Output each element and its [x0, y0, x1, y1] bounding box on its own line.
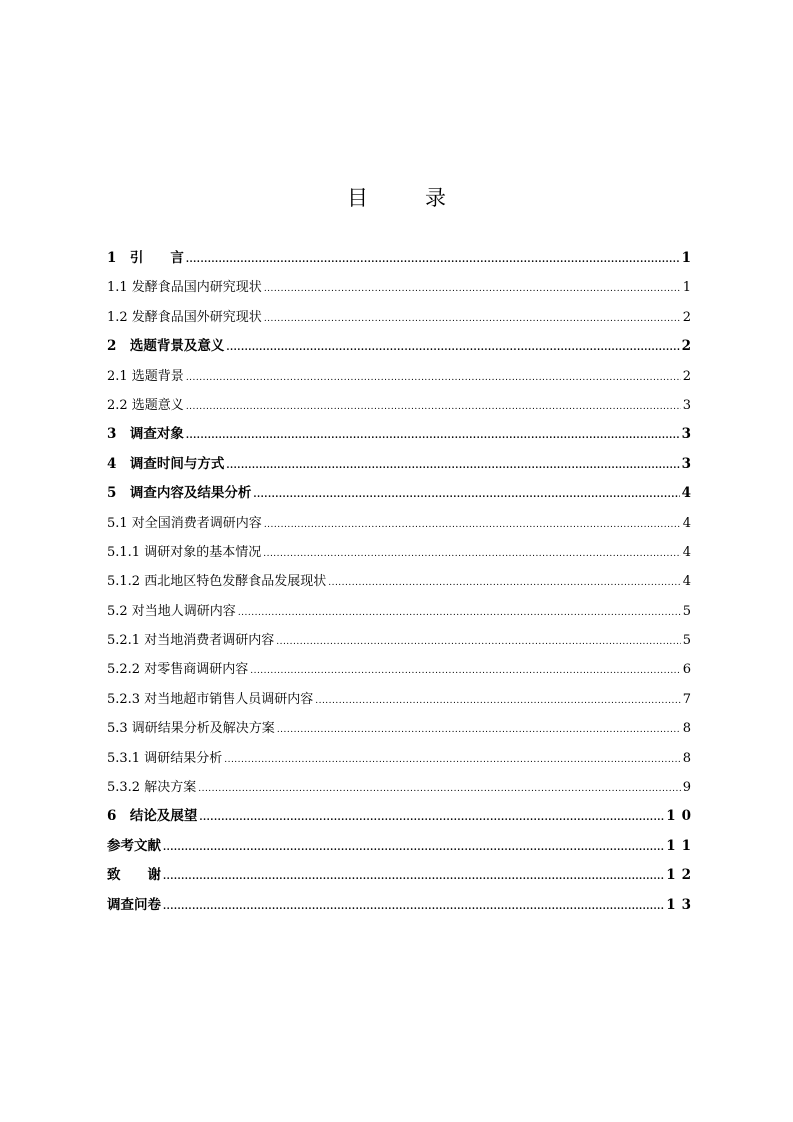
- toc-entry[interactable]: [107, 391, 697, 420]
- toc-entry-label: 致 谢: [107, 867, 161, 884]
- dot-leader: [277, 716, 681, 745]
- toc-page-number: 3: [682, 397, 697, 413]
- toc-page-number: 3: [681, 455, 697, 472]
- toc-page-number: 4: [682, 515, 697, 531]
- toc-entry[interactable]: [107, 597, 697, 626]
- toc-page-number: 4: [682, 544, 697, 560]
- toc-page-number: 7: [682, 691, 697, 707]
- dot-leader: [226, 334, 679, 363]
- toc-entry-label: 5.2.3 对当地超市销售人员调研内容: [107, 691, 314, 707]
- dot-leader: [186, 246, 680, 275]
- page-title: 目 录: [347, 186, 464, 210]
- toc-page-number: 1: [682, 280, 697, 296]
- dot-leader: [199, 804, 664, 833]
- toc-entry-label: 5 调查内容及结果分析: [107, 485, 252, 502]
- table-of-contents: [107, 244, 697, 920]
- dot-leader: [186, 364, 681, 393]
- toc-entry[interactable]: [107, 362, 697, 391]
- dot-leader: [328, 569, 681, 598]
- toc-page-number: 4: [682, 574, 697, 590]
- dot-leader: [226, 452, 679, 481]
- dot-leader: [263, 540, 681, 569]
- toc-entry[interactable]: [107, 420, 697, 449]
- dot-leader: [250, 657, 681, 686]
- toc-entry[interactable]: [107, 861, 697, 890]
- toc-entry[interactable]: [107, 332, 697, 361]
- toc-entry-label: 4 调查时间与方式: [107, 455, 225, 472]
- toc-entry-label: 3 调查对象: [107, 426, 184, 443]
- toc-page-number: 11: [666, 837, 697, 854]
- toc-entry-label: 1.1 发酵食品国内研究现状: [107, 280, 262, 296]
- toc-entry[interactable]: [107, 244, 697, 273]
- dot-leader: [198, 775, 681, 804]
- toc-entry[interactable]: [107, 802, 697, 831]
- dot-leader: [264, 511, 681, 540]
- toc-page-number: 8: [682, 721, 697, 737]
- dot-leader: [264, 305, 681, 334]
- toc-page-number: 6: [682, 662, 697, 678]
- dot-leader: [238, 599, 681, 628]
- toc-page-number: 2: [681, 338, 697, 355]
- toc-page-number: 9: [682, 780, 697, 796]
- toc-entry[interactable]: [107, 626, 697, 655]
- toc-page-number: 2: [682, 309, 697, 325]
- toc-entry[interactable]: [107, 509, 697, 538]
- dot-leader: [253, 481, 679, 510]
- toc-entry-label: 5.2.2 对零售商调研内容: [107, 662, 249, 678]
- toc-entry-label: 参考文献: [107, 837, 161, 854]
- toc-entry[interactable]: [107, 538, 697, 567]
- toc-entry[interactable]: [107, 685, 697, 714]
- toc-entry-label: 6 结论及展望: [107, 808, 198, 825]
- toc-page-number: 2: [682, 368, 697, 384]
- toc-entry[interactable]: [107, 773, 697, 802]
- toc-entry-label: 5.3 调研结果分析及解决方案: [107, 721, 275, 737]
- toc-entry[interactable]: [107, 655, 697, 684]
- dot-leader: [186, 393, 681, 422]
- toc-entry-label: 5.2 对当地人调研内容: [107, 603, 236, 619]
- toc-page-number: 10: [666, 808, 697, 825]
- toc-page-number: 5: [682, 603, 697, 619]
- dot-leader: [163, 834, 664, 863]
- toc-entry-label: 5.1.1 调研对象的基本情况: [107, 544, 262, 560]
- dot-leader: [315, 687, 681, 716]
- toc-entry-label: 调查问卷: [107, 896, 161, 913]
- toc-page-number: 5: [682, 633, 697, 649]
- toc-page-number: 3: [681, 426, 697, 443]
- toc-page-number: 8: [682, 750, 697, 766]
- dot-leader: [276, 628, 681, 657]
- toc-entry-label: 2.2 选题意义: [107, 397, 184, 413]
- toc-entry[interactable]: [107, 479, 697, 508]
- toc-entry-label: 2 选题背景及意义: [107, 338, 225, 355]
- toc-entry-label: 5.3.1 调研结果分析: [107, 750, 223, 766]
- dot-leader: [224, 746, 681, 775]
- toc-entry[interactable]: [107, 450, 697, 479]
- toc-entry[interactable]: [107, 714, 697, 743]
- toc-entry-label: 5.2.1 对当地消费者调研内容: [107, 633, 275, 649]
- dot-leader: [264, 275, 681, 304]
- toc-page-number: 12: [666, 867, 697, 884]
- toc-entry-label: 1 引 言: [107, 250, 184, 266]
- toc-entry-label: 5.3.2 解决方案: [107, 780, 197, 796]
- toc-entry[interactable]: [107, 744, 697, 773]
- toc-entry[interactable]: [107, 567, 697, 596]
- toc-entry-label: 2.1 选题背景: [107, 368, 184, 384]
- toc-page-number: 13: [666, 896, 697, 913]
- toc-entry-label: 5.1 对全国消费者调研内容: [107, 515, 262, 531]
- dot-leader: [163, 863, 664, 892]
- toc-page-number: 4: [681, 485, 697, 502]
- dot-leader: [163, 893, 664, 922]
- toc-entry-label: 5.1.2 西北地区特色发酵食品发展现状: [107, 574, 327, 590]
- toc-entry[interactable]: [107, 832, 697, 861]
- toc-entry[interactable]: [107, 303, 697, 332]
- toc-entry-label: 1.2 发酵食品国外研究现状: [107, 309, 262, 325]
- dot-leader: [186, 422, 680, 451]
- toc-entry[interactable]: [107, 891, 697, 920]
- toc-entry[interactable]: [107, 273, 697, 302]
- toc-page-number: 1: [681, 250, 697, 266]
